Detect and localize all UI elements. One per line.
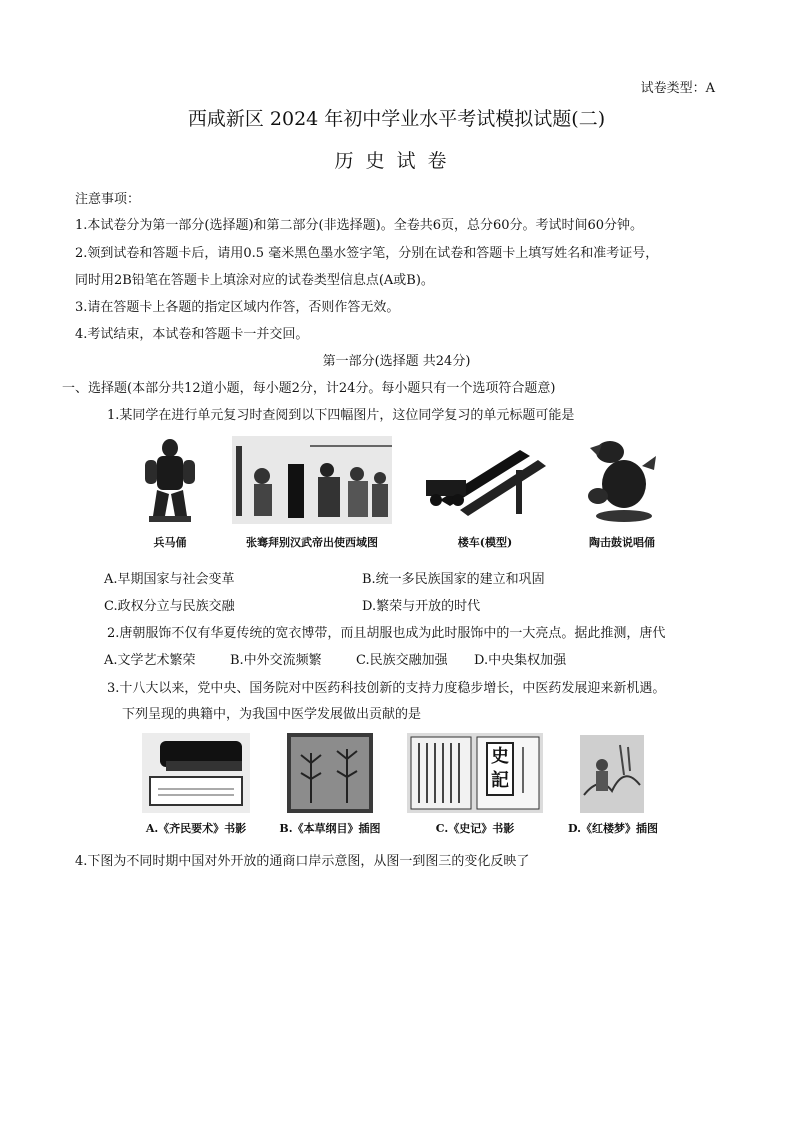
q4-stem: 4.下图为不同时期中国对外开放的通商口岸示意图，从图一到图三的变化反映了 — [75, 854, 530, 869]
note-item: 1.本试卷分为第一部分(选择题)和第二部分(非选择题)。全卷共6页，总分60分。考试时间60分钟。 — [75, 218, 644, 233]
q1-option-b[interactable]: B.统一多民族国家的建立和巩固 — [362, 572, 545, 587]
note-item: 3.请在答题卡上各题的指定区域内作答，否则作答无效。 — [75, 300, 400, 315]
herbal-illustration-image[interactable] — [287, 733, 373, 813]
q1-option-a[interactable]: A.早期国家与社会变革 — [104, 572, 235, 587]
q2-option-b[interactable]: B.中外交流频繁 — [230, 653, 322, 668]
q3-option-d[interactable]: D.《红楼梦》插图 — [568, 822, 658, 835]
novel-illustration-image[interactable] — [580, 735, 644, 813]
note-item: 4.考试结束，本试卷和答题卡一并交回。 — [75, 327, 309, 342]
siege-tower-model-image — [420, 440, 550, 522]
q3-option-b[interactable]: B.《本草纲目》插图 — [279, 822, 381, 835]
note-item: 2.领到试卷和答题卡后，请用0.5 毫米黑色墨水签字笔，分别在试卷和答题卡上填写姓名和准考证号， — [75, 246, 659, 261]
exam-title: 西咸新区 2024 年初中学业水平考试模拟试题(二) — [187, 108, 606, 130]
shiji-title-char: 史 — [491, 746, 509, 767]
q3-stem-continued: 下列呈现的典籍中，为我国中医学发展做出贡献的是 — [122, 707, 422, 722]
q3-option-a[interactable]: A.《齐民要术》书影 — [145, 822, 247, 835]
q3-option-c[interactable]: C.《史记》书影 — [435, 822, 515, 835]
q2-stem: 2.唐朝服饰不仅有华夏传统的宽衣博带，而且胡服也成为此时服饰中的一大亮点。据此推测，唐代 — [107, 626, 666, 641]
q1-stem: 1.某同学在进行单元复习时查阅到以下四幅图片，这位同学复习的单元标题可能是 — [107, 408, 575, 423]
q1-option-c[interactable]: C.政权分立与民族交融 — [104, 599, 235, 614]
q2-option-a[interactable]: A.文学艺术繁荣 — [104, 653, 196, 668]
q3-stem: 3.十八大以来，党中央、国务院对中医药科技创新的支持力度稳步增长，中医药发展迎来新机遇。 — [107, 681, 666, 696]
q1-caption: 陶击鼓说唱俑 — [589, 536, 655, 549]
exam-type-label: 试卷类型：A — [640, 81, 715, 96]
mural-scene-image — [232, 436, 392, 524]
book-stack-image[interactable] — [142, 733, 250, 813]
q1-caption: 楼车(模型) — [457, 536, 513, 549]
q1-caption: 兵马俑 — [153, 536, 187, 549]
terracotta-warrior-image — [135, 436, 205, 524]
shiji-title-char: 記 — [491, 770, 509, 791]
q1-option-d[interactable]: D.繁荣与开放的时代 — [362, 599, 481, 614]
exam-subtitle: 历史试卷 — [334, 150, 459, 172]
q2-option-d[interactable]: D.中央集权加强 — [474, 653, 567, 668]
part-one-heading: 第一部分(选择题 共24分) — [322, 354, 471, 369]
storyteller-figurine-image — [584, 436, 660, 524]
q1-caption: 张骞拜别汉武帝出使西域图 — [246, 536, 378, 549]
notes-heading: 注意事项： — [75, 192, 141, 207]
section-heading: 一、选择题(本部分共12道小题，每小题2分，计24分。每小题只有一个选项符合题意) — [62, 381, 556, 396]
q2-option-c[interactable]: C.民族交融加强 — [356, 653, 448, 668]
note-item: 同时用2B铅笔在答题卡上填涂对应的试卷类型信息点(A或B)。 — [75, 273, 434, 288]
book-pages-image[interactable] — [407, 733, 543, 813]
